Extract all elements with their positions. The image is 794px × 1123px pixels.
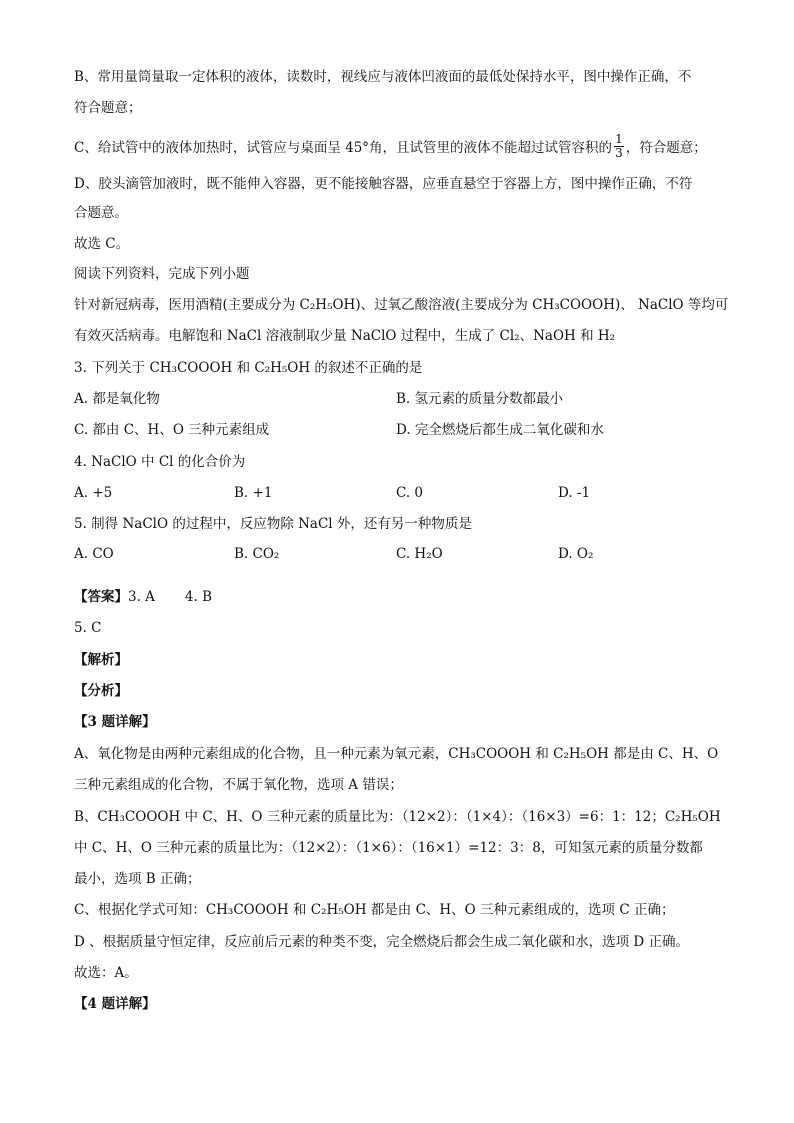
q3-detail-a-line-1: A、氧化物是由两种元素组成的化合物，且一种元素为氧元素，CH₃COOOH 和 C₂H₅OH 都是由 C、H、O: [74, 746, 719, 762]
prev-option-d-line-1: D、胶头滴管加液时，既不能伸入容器，更不能接触容器，应垂直悬空于容器上方，图中操作正确，不符: [74, 176, 693, 192]
material-line-2: 有效灭活病毒。电解饱和 NaCl 溶液制取少量 NaClO 过程中，生成了 Cl₂、NaOH 和 H₂: [74, 328, 616, 344]
question-4-option-a: A. +5: [74, 485, 113, 501]
answer-5: 5. C: [74, 620, 102, 636]
question-3-option-d: D. 完全燃烧后都生成二氧化碳和水: [396, 422, 604, 438]
answer-tag: 【答案】: [74, 589, 128, 605]
prev-option-c-line: [74, 132, 707, 162]
q3-detail-b-line-2: 中 C、H、O 三种元素的质量比为：（12×2）：（1×6）：（16×1）=12：3：8，可知氢元素的质量分数都: [74, 840, 703, 856]
question-4-option-b: B. +1: [234, 485, 273, 501]
prev-option-c-suffix: ，符合题意；: [625, 140, 707, 156]
answer-4: 4. B: [184, 589, 213, 605]
reading-intro: 阅读下列资料，完成下列小题: [74, 266, 250, 282]
question-3-option-a: A. 都是氧化物: [74, 391, 160, 407]
prev-option-d-line-2: 合题意。: [74, 205, 128, 221]
q3-detail-c-line: C、根据化学式可知：CH₃COOOH 和 C₂H₅OH 都是由 C、H、O 三种元素组成的，选项 C 正确；: [74, 902, 675, 918]
question-3-option-c: C. 都由 C、H、O 三种元素组成: [74, 422, 270, 438]
material-line-1: 针对新冠病毒，医用酒精(主要成分为 C₂H₅OH)、过氧乙酸溶液(主要成分为 CH₃COOOH)、 NaClO 等均可: [74, 297, 729, 313]
question-4-detail-title: 【4 题详解】: [74, 996, 156, 1012]
question-3-option-b: B. 氢元素的质量分数都最小: [396, 391, 564, 407]
q3-detail-b-line-1: B、CH₃COOOH 中 C、H、O 三种元素的质量比为：（12×2）：（1×4）：（16×3）=6：1：12；C₂H₅OH: [74, 809, 721, 825]
question-3-detail-title: 【3 题详解】: [74, 714, 156, 730]
fenxi-tag: 【分析】: [74, 683, 128, 699]
question-5-option-a: A. CO: [74, 546, 114, 562]
prev-option-b-line-1: B、常用量筒量取一定体积的液体，读数时，视线应与液体凹液面的最低处保持水平，图中操作正确，不: [74, 69, 692, 85]
question-5-option-b: B. CO₂: [234, 546, 280, 562]
analysis-tag: 【解析】: [74, 652, 128, 668]
fraction-denominator: 3: [615, 146, 623, 160]
answer-line: [74, 588, 212, 606]
question-5-option-d: D. O₂: [558, 546, 594, 562]
prev-option-b-line-2: 符合题意；: [74, 100, 142, 116]
fraction-numerator: 1: [615, 132, 623, 146]
fraction-one-third: [614, 133, 624, 160]
answer-3: 3. A: [128, 589, 155, 605]
question-3-stem: 3. 下列关于 CH₃COOOH 和 C₂H₅OH 的叙述不正确的是: [74, 360, 423, 376]
question-4-option-c: C. 0: [396, 485, 424, 501]
q3-detail-d-line: D 、根据质量守恒定律，反应前后元素的种类不变，完全燃烧后都会生成二氧化碳和水，选项 D 正确。: [74, 934, 690, 950]
prev-choose-c: 故选 C。: [74, 236, 130, 252]
question-5-option-c: C. H₂O: [396, 546, 443, 562]
q3-detail-a-line-2: 三种元素组成的化合物，不属于氧化物，选项 A 错误；: [74, 777, 403, 793]
q3-detail-b-line-3: 最小，选项 B 正确；: [74, 871, 201, 887]
prev-option-c-text: C、给试管中的液体加热时，试管应与桌面呈 45°角，且试管里的液体不能超过试管容积的: [74, 140, 613, 156]
question-4-option-d: D. -1: [558, 485, 591, 501]
question-4-stem: 4. NaClO 中 Cl 的化合价为: [74, 454, 246, 470]
q3-choose: 故选：A。: [74, 965, 138, 981]
question-5-stem: 5. 制得 NaClO 的过程中，反应物除 NaCl 外，还有另一种物质是: [74, 516, 472, 532]
